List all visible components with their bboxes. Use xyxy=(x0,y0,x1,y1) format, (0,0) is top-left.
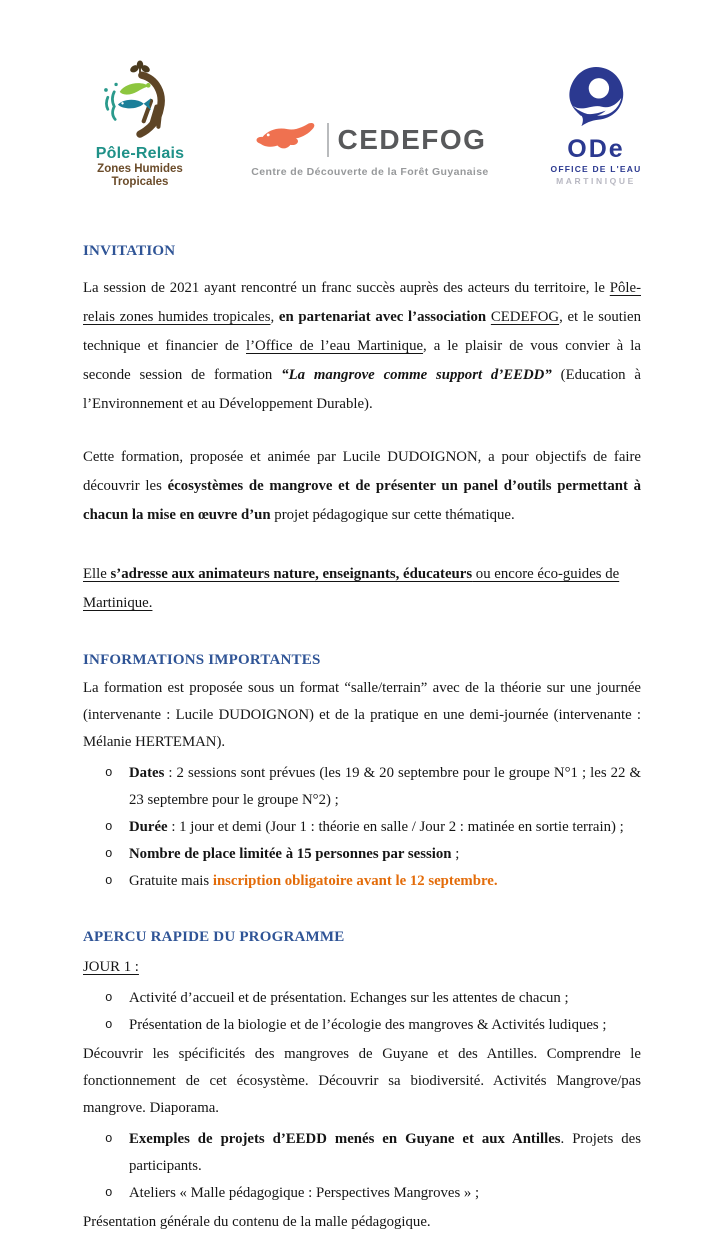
public-cible-line: Elle s’adresse aux animateurs nature, enseignants, éducateurs ou encore éco-guides de Martinique. xyxy=(83,566,620,611)
informations-heading: INFORMATIONS IMPORTANTES xyxy=(83,652,321,668)
pole-relais-emblem-icon xyxy=(94,64,186,143)
objectifs-paragraph: Cette formation, proposée et animée par Lucile DUDOIGNON, a pour objectifs de faire découvrir les écosystèmes de mangrove et de présenter un panel d’outils permettant à chacun la mise en œuvre d’un projet pédagogique sur cette thématique. xyxy=(83,449,642,523)
bullet-marker: o xyxy=(105,820,113,834)
pole-relais-subtitle-1: Zones Humides xyxy=(97,163,183,175)
list-item-text: Présentation de la biologie et de l’écologie des mangroves & Activités ludiques ; xyxy=(129,1017,607,1033)
list-item-text: Activité d’accueil et de présentation. Echanges sur les attentes de chacun ; xyxy=(129,990,569,1006)
bullet-marker: o xyxy=(105,874,113,888)
list-item-inscription xyxy=(83,868,641,895)
bullet-marker: o xyxy=(105,1132,113,1146)
bullet-marker: o xyxy=(105,847,113,861)
list-item-text: Durée : 1 jour et demi (Jour 1 : théorie en salle / Jour 2 : matinée en sortie terrain) ; xyxy=(129,819,624,835)
pole-relais-subtitle-2: Tropicales xyxy=(111,176,169,188)
list-item-accueil xyxy=(83,985,641,1012)
list-item-places xyxy=(83,841,641,868)
ode-name: ODe xyxy=(567,135,625,163)
list-item-ateliers xyxy=(83,1180,641,1207)
informations-list xyxy=(83,760,641,895)
ode-logo xyxy=(530,64,662,186)
decouvrir-paragraph: Découvrir les spécificités des mangroves de Guyane et des Antilles. Comprendre le fonctionnement de cet écosystème. Découvrir sa biodiversité. Activités Mangrove/pas mangrove. Diaporama. xyxy=(83,1046,641,1116)
list-item-text: Dates : 2 sessions sont prévues (les 19 & 20 septembre pour le groupe N°1 ; les 22 & 23 septembre pour le groupe N°2) ; xyxy=(129,765,641,808)
list-item-exemples xyxy=(83,1126,641,1180)
bullet-marker: o xyxy=(105,1018,113,1032)
pole-relais-logo xyxy=(70,64,210,189)
ode-martinique-label: MARTINIQUE xyxy=(556,176,636,186)
logos-header xyxy=(0,0,724,189)
bullet-marker: o xyxy=(105,1186,113,1200)
document-content xyxy=(0,243,724,1236)
ode-drop-icon xyxy=(563,64,629,137)
bullet-marker: o xyxy=(105,991,113,1005)
cedefog-caption: Centre de Découverte de la Forêt Guyanaise xyxy=(251,166,489,178)
list-item-dates xyxy=(83,760,641,814)
apercu-heading: APERCU RAPIDE DU PROGRAMME xyxy=(83,929,345,945)
jour1-label: JOUR 1 : xyxy=(83,959,139,975)
pole-relais-title: Pôle-Relais xyxy=(95,145,185,162)
programme-list-2 xyxy=(83,1126,641,1207)
list-item-duree xyxy=(83,814,641,841)
cedefog-logo xyxy=(251,120,488,178)
cedefog-name: CEDEFOG xyxy=(337,123,487,155)
cedefog-divider xyxy=(327,123,329,157)
list-item-biologie xyxy=(83,1012,641,1039)
malle-paragraph: Présentation générale du contenu de la malle pédagogique. xyxy=(83,1214,431,1230)
list-item-text: Exemples de projets d’EEDD menés en Guyane et aux Antilles. Projets des participants. xyxy=(129,1131,641,1174)
invitation-heading: INVITATION xyxy=(83,243,176,259)
bullet-marker: o xyxy=(105,766,113,780)
format-paragraph: La formation est proposée sous un format “salle/terrain” avec de la théorie sur une journée (intervenante : Lucile DUDOIGNON) et de la pratique en une demi-journée (intervenante : Mélanie HERTEMAN). xyxy=(83,680,641,750)
ode-office-label: OFFICE DE L'EAU xyxy=(550,164,642,174)
list-item-text: Ateliers « Malle pédagogique : Perspectives Mangroves » ; xyxy=(129,1185,480,1201)
intro-paragraph: La session de 2021 ayant rencontré un franc succès auprès des acteurs du territoire, le Pôle-relais zones humides tropicales, en partenariat avec l’association CEDEFOG, et le soutien technique et financier de l’Office de l’eau Martinique, a le plaisir de vous convier à la seconde session de formation “La mangrove comme support d’EEDD” (Education à l’Environnement et au Développement Durable). xyxy=(83,280,641,412)
cedefog-caiman-icon xyxy=(254,120,318,159)
list-item-text: Nombre de place limitée à 15 personnes par session ; xyxy=(129,846,460,862)
list-item-text: Gratuite mais inscription obligatoire avant le 12 septembre. xyxy=(129,873,498,889)
programme-list-1 xyxy=(83,985,641,1039)
